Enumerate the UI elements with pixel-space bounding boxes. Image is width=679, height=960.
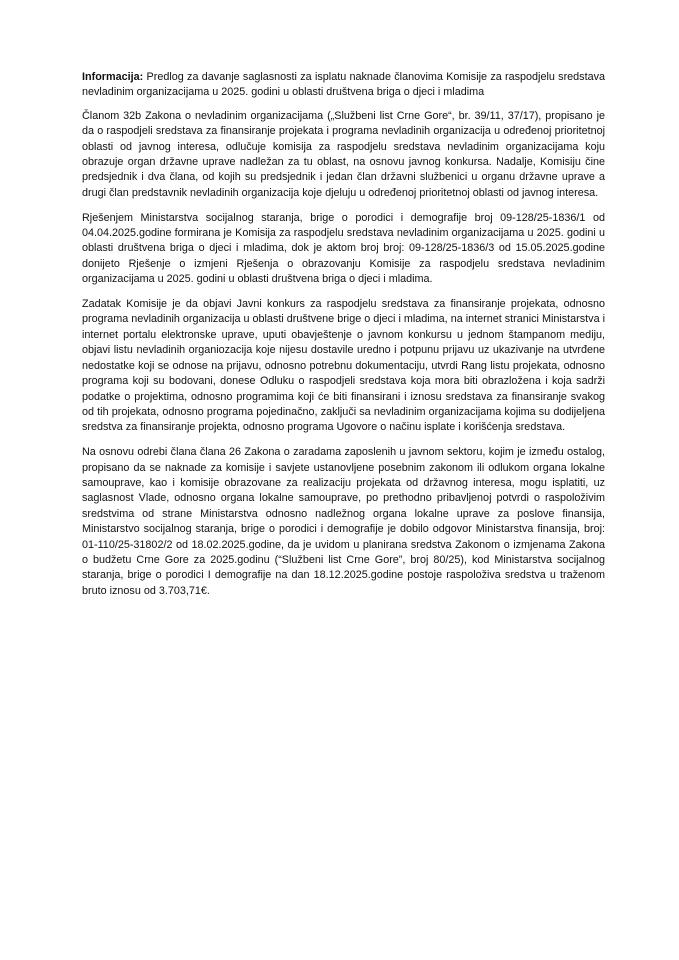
information-label: Informacija: [82, 71, 144, 83]
paragraph-commission-tasks: Zadatak Komisije je da objavi Javni konkurs za raspodjelu sredstava za finansiranje projekata, odnosno programa nevladinih organizacija u oblasti društvene brige o djeci i mladima, na internet stranici Ministarstva i internet portalu elektronske uprave, uputi obavještenje o javnom konkursu u jednom štampanom mediju, objavi listu nevladinih organiozacija koje nijesu dostavile uredno i potpunu prijavu uz ukazivanje na utvrđene nedostatke koji se odnose na prijavu, odnosno potrebnu dokumentaciju, utvrdi Rang listu projekata, odnosno programa koji su bodovani, donese Odluku o raspodjeli sredstava koja mora biti obrazložena i koja sadrži podatke o projektima, odnosno programima koji će biti finansirani i iznosu sredstava za finansiranje svakog od tih projekata, odnosno programa pojedinačno, zaključi sa nevladinim organizacijama kojima su dodijeljena sredstva za finansiranje projekta, odnosno programa Ugovore o načinu isplate i korišćenja sredstava. [82, 298, 605, 434]
document-page [82, 70, 605, 609]
information-paragraph [82, 70, 605, 101]
information-text: Predlog za davanje saglasnosti za isplatu naknade članovima Komisije za raspodjelu sredstava nevladinim organizacijama u 2025. godini u oblasti društvena briga o djeci i mladima [82, 71, 605, 99]
paragraph-funding-basis: Na osnovu odrebi člana člana 26 Zakona o zaradama zaposlenih u javnom sektoru, kojim je između ostalog, propisano da se naknade za komisije i savjete ustanovljene posebnim zakonom ili odlukom organa lokalne samouprave, kao i komisije obrazovane za realizaciju projekata od državnog interesa, mogu isplatiti, uz saglasnost Vlade, odnosno organa lokalne samouprave, po prethodno pribavljenoj potvrdi o raspoloživim sredstvima od strane Ministarstva odnosno nadležnog organa lokalne uprave za poslove finansija, Ministarstvo socijalnog staranja, brige o porodici i demografije je dobilo odgovor Ministarstva finansija, broj: 01-110/25-31802/2 od 18.02.2025.godine, da je uvidom u planirana sredstva Zakonom o izmjenama Zakona o budžetu Crne Gore za 2025.godinu (“Službeni list Crne Gore”, broj 80/25), kod Ministarstva socijalnog staranja, brige o porodici I demografije na dan 18.12.2025.godine postoje raspoloživa sredstva u traženom bruto iznosu od 3.703,71€. [82, 446, 605, 597]
paragraph-legal-basis: Članom 32b Zakona o nevladinim organizacijama („Službeni list Crne Gore“, br. 39/11, 37/17), propisano je da o raspodjeli sredstava za finansiranje projekata i programa nevladinih organizacija u određenoj prioritetnoj oblasti od javnog interesa, odlučuje komisija za raspodjelu sredstava nevladinim organizacijama koju obrazuje organ državne uprave nadležan za tu oblast, na osnovu javnog konkursa. Nadalje, Komisiju čine predsjednik i dva člana, od kojih su predsjednik i jedan član državni službenici u organu državne uprave a drugi član predstavnik nevladinih organizacija koje djeluju u određenoj prioritetnoj oblasti od javnog interesa. [82, 109, 605, 199]
paragraph-commission-decision: Rješenjem Ministarstva socijalnog staranja, brige o porodici i demografije broj 09-128/25-1836/1 od 04.04.2025.godine formirana je Komisija za raspodjelu sredstava nevladinim organizacijama u 2025. godini u oblasti društvena briga o djeci i mladima, dok je aktom broj broj: 09-128/25-1836/3 od 15.05.2025.godine donijeto Rješenje o izmjeni Rješenja o obrazovanju Komisije za raspodjelu sredstava nevladinim organizacijama u 2025. godini u oblasti društvena briga o djeci i mladima. [82, 211, 605, 286]
